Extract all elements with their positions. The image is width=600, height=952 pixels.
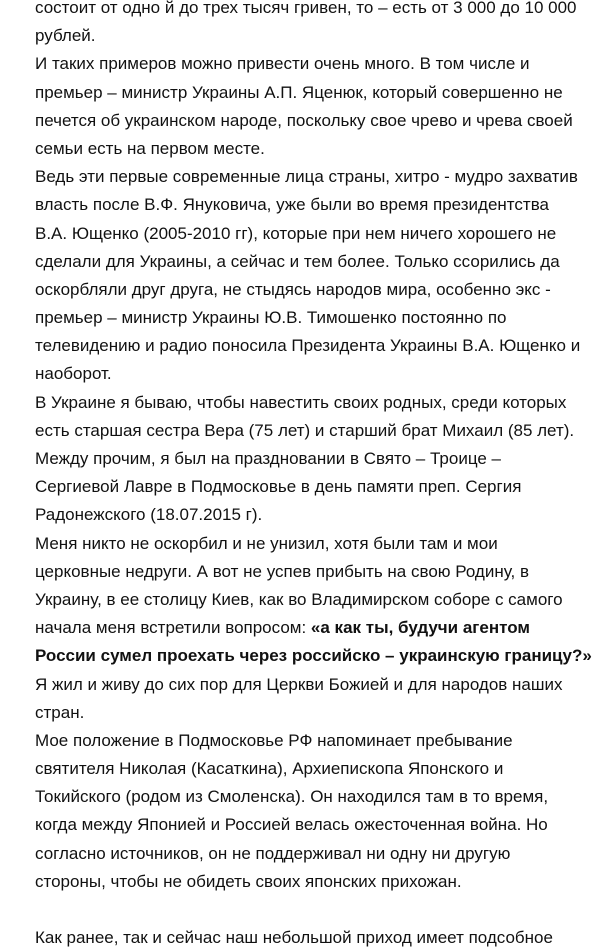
text-line (35, 473, 575, 501)
text-line (35, 642, 592, 670)
text-line-content: власть после В.Ф. Януковича, уже были во время президентства (35, 195, 549, 215)
text-line (35, 79, 575, 107)
text-line (35, 417, 575, 445)
text-line-content: телевидению и радио поносила Президента Украины В.А. Ющенко и (35, 336, 581, 356)
text-line (35, 276, 575, 304)
text-line-content: Как ранее, так и сейчас наш небольшой приход имеет подсобное (35, 928, 553, 948)
text-line-content: стран. (35, 702, 85, 722)
text-line (35, 868, 575, 896)
text-line (35, 50, 575, 78)
text-line (35, 755, 575, 783)
paragraph-spacer (35, 896, 575, 924)
text-line-content: когда между Японией и Россией велась ожесточенная война. Но (35, 815, 548, 835)
text-line (35, 840, 575, 868)
text-line (35, 389, 575, 417)
text-line-content: Радонежского (18.07.2015 г). (35, 505, 263, 525)
text-line (35, 163, 578, 191)
text-line (35, 699, 575, 727)
text-line (35, 501, 575, 529)
text-line-content: премьер – министр Украины А.П. Яценюк, который совершенно не (35, 82, 563, 102)
text-line (35, 135, 575, 163)
text-line (35, 22, 575, 50)
text-line (35, 360, 575, 388)
text-line (35, 783, 575, 811)
text-line-content: И таких примеров можно привести очень много. В том числе и (35, 54, 530, 74)
text-line (35, 586, 575, 614)
text-line (35, 924, 575, 952)
text-line (35, 248, 575, 276)
text-line-content: России сумел проехать через российско – украинскую границу?» (35, 646, 592, 666)
document-body (35, 0, 592, 952)
text-line-content: начала меня встретили вопросом: (35, 618, 311, 638)
text-line-content: премьер – министр Украины Ю.В. Тимошенко постоянно по (35, 308, 507, 328)
text-line (35, 220, 575, 248)
text-line-content: церковные недруги. А вот не успев прибыть на свою Родину, в (35, 561, 529, 581)
text-line-content: Я жил и живу до сих пор для Церкви Божией и для народов наших (35, 674, 563, 694)
text-line-content: стороны, чтобы не обидеть своих японских прихожан. (35, 871, 462, 891)
text-line-content: наоборот. (35, 364, 112, 384)
text-line (35, 727, 575, 755)
text-line (35, 671, 575, 699)
text-line-content: Мое положение в Подмосковье РФ напоминает пребывание (35, 730, 513, 750)
text-line (35, 332, 581, 360)
bold-quote-text: «а как ты, будучи агентом (310, 618, 530, 638)
text-line (35, 558, 575, 586)
text-line (35, 191, 575, 219)
text-line (35, 304, 575, 332)
text-line-content: Сергиевой Лавре в Подмосковье в день памяти преп. Сергия (35, 477, 522, 497)
text-line-content: В.А. Ющенко (2005-2010 гг), которые при нем ничего хорошего не (35, 223, 557, 243)
text-line (35, 811, 575, 839)
text-line-content: Украину, в ее столицу Киев, как во Владимирском соборе с самого (35, 589, 563, 609)
text-line (35, 614, 575, 642)
text-line-content: святителя Николая (Касаткина), Архиепископа Японского и (35, 759, 504, 779)
text-line-content: Меня никто не оскорбил и не унизил, хотя были там и мои (35, 533, 498, 553)
text-line-content: состоит от одно й до трех тысяч гривен, то – есть от 3 000 до 10 000 (35, 0, 577, 17)
text-line-content: В Украине я бываю, чтобы навестить своих родных, среди которых (35, 392, 567, 412)
text-line (35, 0, 575, 22)
text-line (35, 530, 575, 558)
text-line-content: Между прочим, я был на праздновании в Свято – Троице – (35, 449, 501, 468)
text-line-content: семьи есть на первом месте. (35, 138, 265, 158)
text-line-content: Ведь эти первые современные лица страны, хитро - мудро захватив (35, 167, 578, 187)
text-line-content: согласно источников, он не поддерживал ни одну ни другую (35, 843, 511, 863)
text-line-content: сделали для Украины, а сейчас и тем более. Только ссорились да (35, 251, 560, 271)
text-line-content: Токийского (родом из Смоленска). Он находился там в то время, (35, 787, 549, 807)
text-line-content: оскорбляли друг друга, не стыдясь народов мира, особенно экс - (35, 279, 551, 299)
text-line-content: печется об украинском народе, поскольку свое чрево и чрева своей (35, 110, 573, 130)
text-line-content: рублей. (35, 26, 96, 46)
text-line (35, 445, 575, 473)
text-line (35, 107, 575, 135)
text-line-content: есть старшая сестра Вера (75 лет) и старший брат Михаил (85 лет). (35, 420, 575, 440)
